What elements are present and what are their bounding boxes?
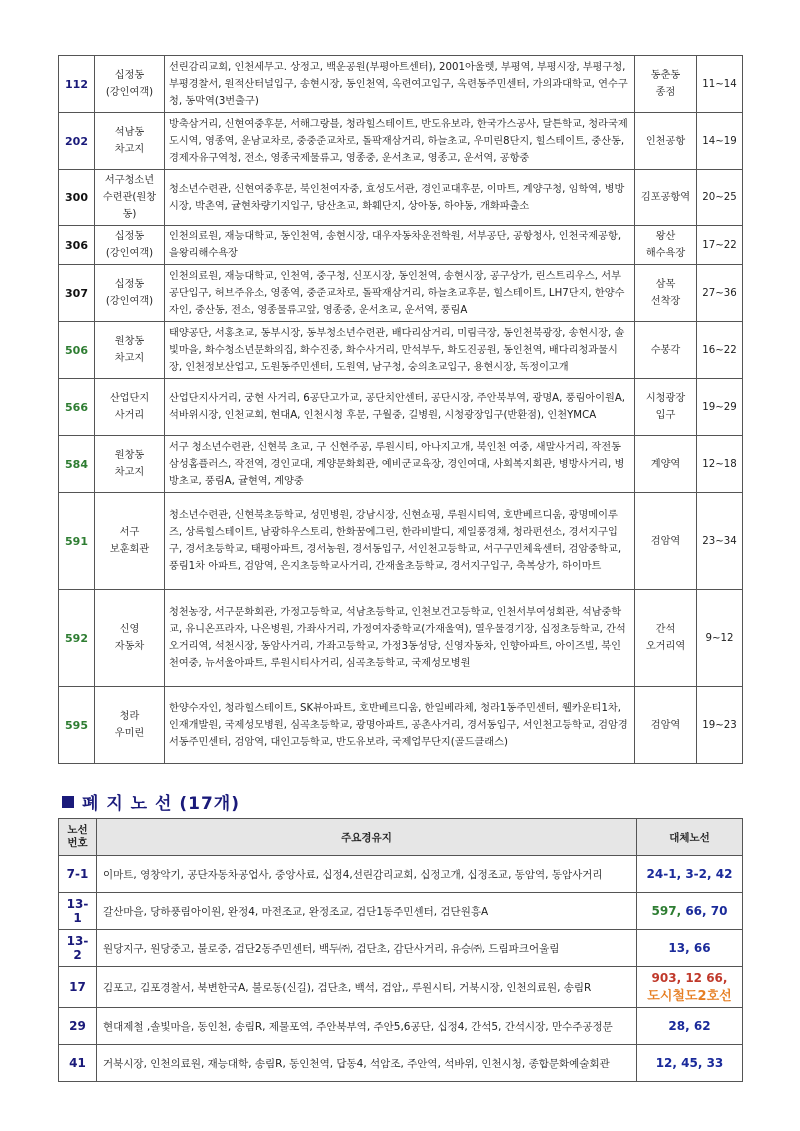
route-destination: 검암역 — [635, 687, 697, 764]
abolished-row — [59, 930, 743, 967]
route-stops: 청소년수련관, 신현여중후문, 북인천여자중, 효성도서관, 경인교대후문, 이마트, 계양구청, 임학역, 병방시장, 박촌역, 귤현차량기지입구, 당산초교, 화훼단지, 상아동, 하야동, 개화파출소 — [165, 170, 635, 226]
route-interval: 20~25 — [697, 170, 743, 226]
route-stops: 인천의료원, 재능대학교, 동인천역, 송현시장, 대우자동차운전학원, 서부공단, 공항청사, 인천국제공항, 을왕리해수욕장 — [165, 226, 635, 265]
route-origin: 십정동 (강인여객) — [95, 226, 165, 265]
alternative-route-text: 24-1, 3-2, 42 — [646, 867, 733, 881]
route-destination: 시청광장 입구 — [635, 379, 697, 436]
alternative-route-text: 12, 45, 33 — [655, 1056, 724, 1070]
alternative-routes — [637, 930, 743, 967]
abolished-route-stops: 거북시장, 인천의료원, 재능대학, 송림R, 동인천역, 답동4, 석암조, 주안역, 석바위, 인천시청, 종합문화예술회관 — [97, 1045, 637, 1082]
route-destination: 계양역 — [635, 436, 697, 493]
route-stops: 태양공단, 서홍초교, 동부시장, 동부청소년수련관, 배다리삼거리, 미림극장, 동인천북광장, 송현시장, 솔빛마을, 화수청소년문화의집, 화수진중, 화수사거리, 만석부두, 화도진공원, 동인천역, 배다리청과물시장, 인천정보산업고, 도원동주민센터, 도원역, 남구청, 숭의초교입구, 용현시장, 독정이고개 — [165, 322, 635, 379]
route-number: 584 — [59, 436, 95, 493]
route-origin: 산업단지 사거리 — [95, 379, 165, 436]
abolished-route-number: 29 — [59, 1008, 97, 1045]
route-number: 506 — [59, 322, 95, 379]
route-number: 306 — [59, 226, 95, 265]
route-interval: 19~23 — [697, 687, 743, 764]
header-route-number: 노선 번호 — [59, 819, 97, 856]
alternative-route-text: 903, 12 66, — [651, 970, 728, 985]
alternative-routes — [637, 1045, 743, 1082]
route-destination: 인천공항 — [635, 113, 697, 170]
alternative-route-text: 597, — [651, 904, 686, 918]
route-row — [59, 226, 743, 265]
abolished-row — [59, 1045, 743, 1082]
alternative-routes — [637, 1008, 743, 1045]
new-routes-table — [58, 55, 743, 764]
route-interval: 27~36 — [697, 265, 743, 322]
route-row — [59, 56, 743, 113]
header-main-stops: 주요경유지 — [97, 819, 637, 856]
route-number: 591 — [59, 493, 95, 590]
route-number: 592 — [59, 590, 95, 687]
route-row — [59, 265, 743, 322]
route-interval: 9~12 — [697, 590, 743, 687]
route-interval: 17~22 — [697, 226, 743, 265]
route-origin: 석남동 차고지 — [95, 113, 165, 170]
alternative-route-text: 28, 62 — [668, 1019, 711, 1033]
route-row — [59, 113, 743, 170]
route-interval: 14~19 — [697, 113, 743, 170]
abolished-route-stops: 이마트, 영창악기, 공단자동차공업사, 중앙사료, 십정4,선린감리교회, 십정고개, 십정조교, 동암역, 동암사거리 — [97, 856, 637, 893]
route-destination: 간석 오거리역 — [635, 590, 697, 687]
alternative-route-text: 66, 70 — [685, 904, 728, 918]
alternative-route-text: 도시철도2호선 — [647, 988, 732, 1004]
abolished-section-title — [62, 789, 240, 814]
route-destination: 김포공항역 — [635, 170, 697, 226]
square-bullet-icon — [62, 796, 74, 808]
alternative-routes — [637, 856, 743, 893]
route-row — [59, 322, 743, 379]
alternative-routes — [637, 893, 743, 930]
abolished-row — [59, 967, 743, 1008]
route-origin: 신영 자동차 — [95, 590, 165, 687]
route-origin: 청라 우미린 — [95, 687, 165, 764]
alternative-route-text: 13, 66 — [668, 941, 711, 955]
route-stops: 서구 청소년수련관, 신현북 초교, 구 신현주공, 루원시티, 아나지고개, 북인천 여중, 새말사거리, 작전동삼성홈플러스, 작전역, 경인교대, 계양문화회관, 예비군교육장, 경인여대, 사회복지회관, 병방사거리, 병방초교, 풍림A, 귤현역, 계양중 — [165, 436, 635, 493]
route-destination: 동춘동 종점 — [635, 56, 697, 113]
route-destination: 왕산 해수욕장 — [635, 226, 697, 265]
route-row — [59, 170, 743, 226]
abolished-title-text: 폐 지 노 선 (17개) — [82, 794, 240, 814]
route-interval: 12~18 — [697, 436, 743, 493]
abolished-route-stops: 원당지구, 원당중고, 불로중, 검단2동주민센터, 백두㈜, 검단초, 감단사거리, 유승㈜, 드림파크어울림 — [97, 930, 637, 967]
abolished-route-number: 17 — [59, 967, 97, 1008]
header-alternative-route: 대체노선 — [637, 819, 743, 856]
route-number: 566 — [59, 379, 95, 436]
route-row — [59, 590, 743, 687]
route-stops: 인천의료원, 재능대학교, 인천역, 중구청, 신포시장, 동인천역, 송현시장, 공구상가, 린스트리우스, 서부공단입구, 허브주유소, 영종역, 중준교차로, 돌팍재삼거리, 하늘초교후문, 힐스테이트, LH7단지, 한양수자인, 중산동, 전소, 영종물류고앞, 영종중, 운서초교, 운서역, 풍림A — [165, 265, 635, 322]
route-origin: 십정동 (강인여객) — [95, 265, 165, 322]
route-stops: 방축삼거리, 신현여중후문, 서해그랑블, 청라힐스테이트, 반도유보라, 한국가스공사, 달튼학교, 청라국제도시역, 영종역, 운남교차로, 중중준교차로, 돌팍재삼거리, 하늘초교, 우미린8단지, 힐스테이트, 중산동, 경제자유구역청, 전소, 영종국제물류고, 영종중, 운서초교, 영종고, 운서역, 공항중 — [165, 113, 635, 170]
abolished-route-stops: 김포고, 김포경찰서, 북변한국A, 불로동(신길), 검단초, 백석, 검암,, 루원시티, 거북시장, 인천의료원, 송림R — [97, 967, 637, 1008]
route-origin: 원창동 차고지 — [95, 322, 165, 379]
abolished-row — [59, 1008, 743, 1045]
abolished-route-number: 41 — [59, 1045, 97, 1082]
abolished-row — [59, 856, 743, 893]
alternative-routes — [637, 967, 743, 1008]
route-origin: 서구청소년 수련관(원창동) — [95, 170, 165, 226]
route-stops: 청소년수련관, 신현북초등학교, 성민병원, 강남시장, 신현쇼핑, 루원시티역, 호반베르디움, 광명메이루즈, 상록힐스테이트, 남광하우스토리, 한화꿈에그린, 한라비발디, 제일풍경채, 청라펀션소, 경서지구입구, 경서초등학교, 태평아파트, 경서농원, 경서동입구, 서인천고등학교, 서구구민체육센터, 검암중학교, 풍림1차 아파트, 검암역, 은지초등학교사거리, 간재울초등학교, 경서지구입구, 축복상가, 하이마트 — [165, 493, 635, 590]
abolished-route-number: 13-1 — [59, 893, 97, 930]
route-interval: 19~29 — [697, 379, 743, 436]
abolished-route-number: 13-2 — [59, 930, 97, 967]
route-row — [59, 687, 743, 764]
route-row — [59, 493, 743, 590]
route-destination: 삼목 선착장 — [635, 265, 697, 322]
abolished-row — [59, 893, 743, 930]
route-stops: 한양수자인, 청라힐스테이트, SK뷰아파트, 호반베르디움, 한일베라체, 청라1동주민센터, 웰카운티1차, 인재개발원, 국제성모병원, 심곡초등학교, 광명아파트, 공촌사거리, 경서동입구, 서인천고등학교, 검암경서동주민센터, 검암역, 대인고등학교, 반도유보라, 국제업무단지(골드클래스) — [165, 687, 635, 764]
route-origin: 십정동 (강인여객) — [95, 56, 165, 113]
route-destination: 검암역 — [635, 493, 697, 590]
route-interval: 16~22 — [697, 322, 743, 379]
abolished-route-number: 7-1 — [59, 856, 97, 893]
route-interval: 23~34 — [697, 493, 743, 590]
route-destination: 수봉각 — [635, 322, 697, 379]
abolished-routes-table — [58, 818, 743, 1082]
route-number: 300 — [59, 170, 95, 226]
route-stops: 산업단지사거리, 궁현 사거리, 6공단고가교, 공단치안센터, 공단시장, 주안북부역, 광명A, 풍림아이원A, 석바위시장, 인천교회, 현대A, 인천시청 후문, 구월중, 길병원, 시청광장입구(반환점), 인천YMCA — [165, 379, 635, 436]
route-interval: 11~14 — [697, 56, 743, 113]
route-number: 202 — [59, 113, 95, 170]
abolished-route-stops: 갈산마을, 당하풍림아이원, 완정4, 마전조교, 완정조교, 검단1동주민센터, 검단원흥A — [97, 893, 637, 930]
route-number: 595 — [59, 687, 95, 764]
route-stops: 청천농장, 서구문화회관, 가정고등학교, 석남초등학교, 인천보건고등학교, 인천서부여성회관, 석남중학교, 유니온프라자, 나은병원, 가좌사거리, 가정여자중학교(가재울역), 열우물경기장, 십정초등학교, 간석오거리역, 석천시장, 동암사거리, 가좌고등학교, 가정3동성당, 신영자동차, 인향아파트, 아이즈빌, 북인천여중, 뉴서울아파트, 루원시티사거리, 심곡초등학교, 국제성모병원 — [165, 590, 635, 687]
route-row — [59, 379, 743, 436]
abolished-route-stops: 현대제철 ,솔빛마을, 동인천, 송림R, 제물포역, 주안북부역, 주안5,6공단, 십정4, 간석5, 간석시장, 만수주공정문 — [97, 1008, 637, 1045]
route-origin: 서구 보훈회관 — [95, 493, 165, 590]
route-row — [59, 436, 743, 493]
route-number: 112 — [59, 56, 95, 113]
route-origin: 원창동 차고지 — [95, 436, 165, 493]
route-number: 307 — [59, 265, 95, 322]
route-stops: 선린감리교회, 인천세무고. 상정고, 백운공원(부평아트센터), 2001아울렛, 부평역, 부평시장, 부평구청, 부평경찰서, 원적산터널입구, 송현시장, 동인천역, 옥련여고입구, 옥련동주민센터, 가의과대학교, 연수구청, 동막역(3번출구) — [165, 56, 635, 113]
